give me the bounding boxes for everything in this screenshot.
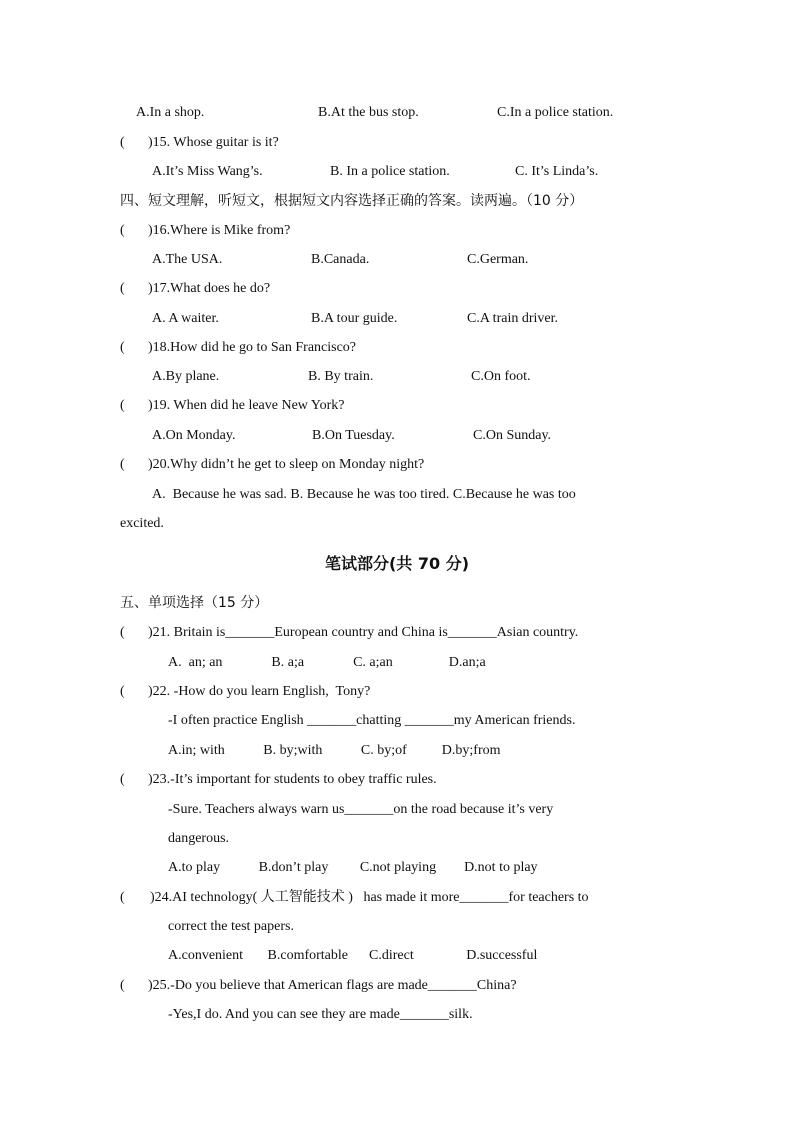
q23-reply-continued: dangerous.	[168, 831, 230, 846]
q15-option-c: C. It’s Linda’s.	[515, 164, 599, 179]
q19-option-b: B.On Tuesday.	[312, 428, 395, 443]
q18-option-a: A.By plane.	[152, 369, 220, 384]
question-17: )17.What does he do?	[148, 281, 271, 296]
q24-options: A.convenient B.comfortable C.direct D.successful	[168, 948, 538, 963]
q20-options: A. Because he was sad. B. Because he was too tired. C.Because he was too	[152, 487, 576, 502]
answer-paren: (	[120, 772, 125, 787]
q14-option-c: C.In a police station.	[497, 105, 614, 120]
question-16: )16.Where is Mike from?	[148, 223, 291, 238]
q16-option-b: B.Canada.	[311, 252, 370, 267]
q15-option-b: B. In a police station.	[330, 164, 450, 179]
answer-paren: (	[120, 457, 125, 472]
answer-paren: (	[120, 135, 125, 150]
question-18: )18.How did he go to San Francisco?	[148, 340, 357, 355]
q20-options-continued: excited.	[120, 516, 164, 531]
q22-options: A.in; with B. by;with C. by;of D.by;from	[168, 743, 501, 758]
q18-option-c: C.On foot.	[471, 369, 531, 384]
q19-option-a: A.On Monday.	[152, 428, 236, 443]
q15-option-a: A.It’s Miss Wang’s.	[152, 164, 263, 179]
question-19: )19. When did he leave New York?	[148, 398, 345, 413]
answer-paren: (	[120, 340, 125, 355]
q17-option-b: B.A tour guide.	[311, 311, 398, 326]
question-21: )21. Britain is_______European country and China is_______Asian country.	[148, 625, 579, 640]
q18-option-b: B. By train.	[308, 369, 374, 384]
section-5-heading: 五、单项选择（15 分）	[120, 595, 269, 611]
q25-reply: -Yes,I do. And you can see they are made_______silk.	[168, 1007, 473, 1022]
q19-option-c: C.On Sunday.	[473, 428, 552, 443]
q14-option-a: A.In a shop.	[136, 105, 205, 120]
q24-continued: correct the test papers.	[168, 919, 294, 934]
answer-paren: (	[120, 890, 125, 905]
question-23: )23.-It’s important for students to obey traffic rules.	[148, 772, 437, 787]
question-20: )20.Why didn’t he get to sleep on Monday night?	[148, 457, 425, 472]
q23-options: A.to play B.don’t play C.not playing D.not to play	[168, 860, 538, 875]
answer-paren: (	[120, 281, 125, 296]
answer-paren: (	[120, 625, 125, 640]
answer-paren: (	[120, 398, 125, 413]
q23-reply: -Sure. Teachers always warn us_______on the road because it’s very	[168, 802, 554, 817]
question-15: )15. Whose guitar is it?	[148, 135, 279, 150]
question-22: )22. -How do you learn English, Tony?	[148, 684, 371, 699]
q21-options: A. an; an B. a;a C. a;an D.an;a	[168, 655, 486, 670]
section-4-heading: 四、短文理解，听短文，根据短文内容选择正确的答案。读两遍。（10 分）	[120, 193, 584, 209]
q17-option-a: A. A waiter.	[152, 311, 219, 326]
q16-option-a: A.The USA.	[152, 252, 223, 267]
answer-paren: (	[120, 978, 125, 993]
written-part-title: 笔试部分(共 70 分)	[324, 554, 470, 573]
q16-option-c: C.German.	[467, 252, 529, 267]
q22-reply: -I often practice English _______chatting _______my American friends.	[168, 713, 576, 728]
q17-option-c: C.A train driver.	[467, 311, 558, 326]
question-25: )25.-Do you believe that American flags are made_______China?	[148, 978, 517, 993]
answer-paren: (	[120, 684, 125, 699]
q14-option-b: B.At the bus stop.	[318, 105, 419, 120]
answer-paren: (	[120, 223, 125, 238]
question-24: )24.AI technology( 人工智能技术 ) has made it more_______for teachers to	[150, 890, 589, 905]
